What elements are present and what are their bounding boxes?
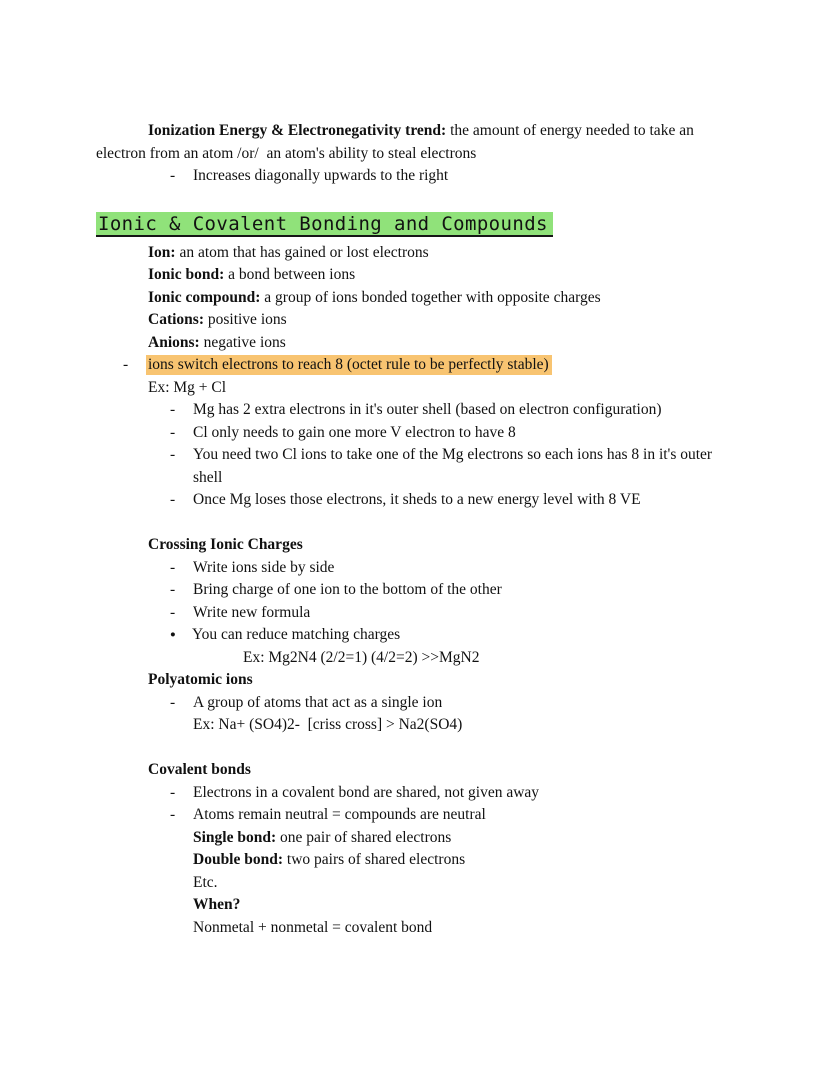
- text-run: two pairs of shared electrons: [283, 851, 466, 868]
- bullet-text: [193, 782, 732, 805]
- text-run: an atom that has gained or lost electrons: [175, 243, 429, 261]
- text-line: [193, 894, 732, 917]
- dash-bullet-marker: -: [170, 401, 176, 418]
- bullet-item: [170, 579, 732, 602]
- body-section: [96, 242, 732, 940]
- bullet-text: [193, 804, 732, 827]
- bold-text: Single bond:: [193, 828, 277, 846]
- text-run: Ex: Na+ (SO4)2- [criss cross] > Na2(SO4): [193, 716, 463, 733]
- text-run: A group of atoms that act as a single ion: [193, 693, 443, 711]
- bold-text: Cations:: [148, 311, 204, 328]
- bullet-text: [193, 489, 732, 512]
- dash-bullet-marker: -: [170, 693, 176, 711]
- intro-section: [96, 120, 732, 188]
- highlighted-text: ions switch electrons to reach 8 (octet rule to be perfectly stable): [146, 355, 552, 375]
- bullet-item: [170, 489, 732, 512]
- dash-bullet-marker: -: [170, 423, 176, 441]
- text-run: the amount of energy needed to take an electron from an atom /or/ an atom's ability to steal electrons: [96, 122, 698, 162]
- bullet-item: [170, 557, 732, 580]
- text-run: You need two Cl ions to take one of the Mg electrons so each ions has 8 in it's outer shell: [193, 446, 716, 486]
- text-run: Nonmetal + nonmetal = covalent bond: [193, 918, 433, 936]
- text-run: Ex: Mg2N4 (2/2=1) (4/2=2) >>MgN2: [243, 648, 480, 666]
- bullet-text: [193, 399, 732, 422]
- bullet-item: [170, 165, 732, 188]
- text-run: Etc.: [193, 873, 218, 891]
- text-run: a bond between ions: [224, 266, 356, 283]
- bullet-text: [193, 557, 732, 580]
- text-run: Once Mg loses those electrons, it sheds to a new energy level with 8 VE: [193, 491, 641, 508]
- text-run: Atoms remain neutral = compounds are neutral: [193, 806, 486, 823]
- dash-bullet-marker: -: [170, 603, 176, 621]
- text-line: [193, 714, 732, 737]
- dash-bullet-marker: -: [170, 491, 176, 508]
- blank-line: [96, 512, 732, 535]
- paragraph: [96, 120, 732, 165]
- section-heading: [96, 212, 732, 236]
- bold-text: Ionic compound:: [148, 288, 261, 306]
- text-run: positive ions: [203, 311, 287, 328]
- bullet-item: [170, 692, 732, 715]
- text-run: one pair of shared electrons: [276, 828, 452, 846]
- text-line: [193, 849, 732, 872]
- bold-text: Anions:: [148, 333, 200, 351]
- text-run: Write new formula: [193, 603, 311, 621]
- dash-bullet-marker: -: [123, 356, 129, 373]
- dash-bullet-marker: -: [170, 581, 176, 598]
- dash-bullet-marker: -: [170, 558, 176, 576]
- bold-text: Polyatomic ions: [148, 671, 253, 688]
- text-run: Ex: Mg + Cl: [148, 378, 227, 396]
- text-line: [148, 669, 732, 692]
- round-bullet-marker: ●: [170, 630, 176, 640]
- text-line: [193, 827, 732, 850]
- text-run: a group of ions bonded together with opposite charges: [260, 288, 601, 306]
- text-line: [243, 647, 732, 670]
- text-line: [148, 309, 732, 332]
- bullet-text: [193, 444, 732, 489]
- bold-text: Ionization Energy & Electronegativity trend:: [148, 122, 447, 139]
- bullet-text: [146, 354, 732, 377]
- text-run: Bring charge of one ion to the bottom of the other: [193, 581, 502, 598]
- text-line: [148, 377, 732, 400]
- text-run: You can reduce matching charges: [192, 626, 401, 643]
- section-heading-text: Ionic & Covalent Bonding and Compounds: [96, 212, 553, 237]
- bullet-item: [170, 624, 732, 647]
- bullet-text: [193, 602, 732, 625]
- text-line: [148, 287, 732, 310]
- bold-text: Crossing Ionic Charges: [148, 536, 303, 553]
- bullet-text: [193, 692, 732, 715]
- text-run: Write ions side by side: [193, 558, 335, 576]
- text-run: negative ions: [199, 333, 286, 351]
- bullet-text: [193, 579, 732, 602]
- bullet-item: [123, 354, 732, 377]
- text-line: [148, 242, 732, 265]
- bullet-text: [193, 422, 732, 445]
- bullet-text: [193, 165, 732, 188]
- text-run: Cl only needs to gain one more V electron to have 8: [193, 423, 516, 441]
- dash-bullet-marker: -: [170, 806, 176, 823]
- blank-line: [96, 737, 732, 760]
- bullet-text: [192, 624, 732, 647]
- bullet-item: [170, 444, 732, 489]
- bullet-item: [170, 782, 732, 805]
- bullet-item: [170, 422, 732, 445]
- bold-text: Ionic bond:: [148, 266, 225, 283]
- text-line: [148, 534, 732, 557]
- text-run: Increases diagonally upwards to the right: [193, 167, 449, 184]
- text-line: [148, 332, 732, 355]
- text-line: [148, 264, 732, 287]
- dash-bullet-marker: -: [170, 446, 176, 463]
- bold-text: Double bond:: [193, 851, 284, 868]
- text-line: [193, 872, 732, 895]
- bold-text: When?: [193, 896, 241, 913]
- bold-text: Ion:: [148, 243, 176, 261]
- text-line: [148, 759, 732, 782]
- text-run: Electrons in a covalent bond are shared, not given away: [193, 783, 540, 801]
- bullet-item: [170, 399, 732, 422]
- text-line: [193, 917, 732, 940]
- text-run: Mg has 2 extra electrons in it's outer shell (based on electron configuration): [193, 401, 662, 418]
- dash-bullet-marker: -: [170, 783, 176, 801]
- bullet-item: [170, 804, 732, 827]
- bullet-item: [170, 602, 732, 625]
- bold-text: Covalent bonds: [148, 761, 251, 778]
- dash-bullet-marker: -: [170, 167, 176, 184]
